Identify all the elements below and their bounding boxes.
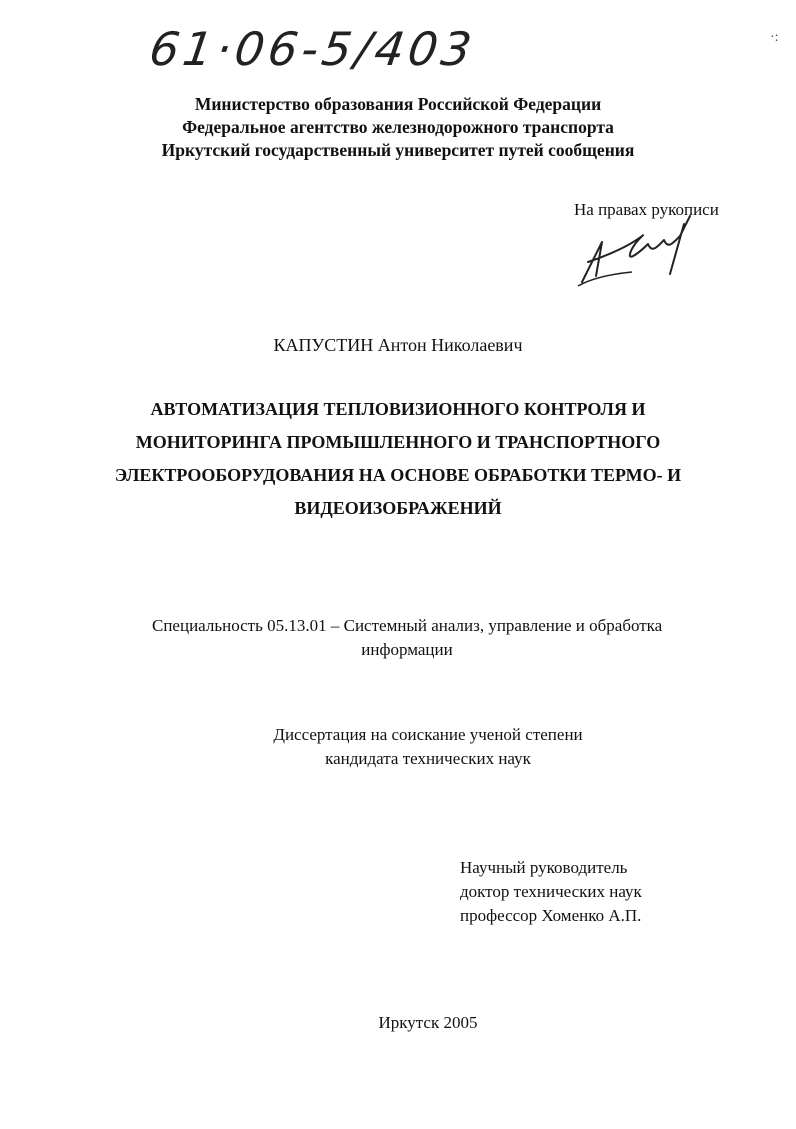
specialty-line: Специальность 05.13.01 – Системный анализ, управление и обработка xyxy=(152,616,663,635)
signature-stroke xyxy=(582,216,690,282)
signature-icon xyxy=(572,214,702,289)
degree-line: Диссертация на соискание ученой степени xyxy=(273,725,583,744)
ministry-line: Министерство образования Российской Федерации xyxy=(194,94,602,114)
rights-note: На правах рукописи xyxy=(574,200,719,219)
institutions-block xyxy=(0,93,796,162)
degree-line: кандидата технических наук xyxy=(325,749,531,768)
advisor-block xyxy=(460,856,642,928)
corner-mark: ·: xyxy=(770,30,779,45)
university-line: Иркутский государственный университет путей сообщения xyxy=(161,140,635,160)
place-year: Иркутск 2005 xyxy=(378,1013,478,1032)
title-line: АВТОМАТИЗАЦИЯ ТЕПЛОВИЗИОННОГО КОНТРОЛЯ И xyxy=(150,399,646,419)
advisor-role: Научный руководитель xyxy=(460,858,628,877)
agency-line: Федеральное агентство железнодорожного транспорта xyxy=(182,117,614,137)
advisor-name: профессор Хоменко А.П. xyxy=(460,906,642,925)
author-name: КАПУСТИН Антон Николаевич xyxy=(273,335,523,355)
handwritten-archive-number: 61·06-5/403 xyxy=(146,22,479,76)
degree-block xyxy=(30,723,796,771)
title-line: МОНИТОРИНГА ПРОМЫШЛЕННОГО И ТРАНСПОРТНОГО xyxy=(135,432,661,452)
title-line: ВИДЕОИЗОБРАЖЕНИЙ xyxy=(294,498,502,518)
advisor-degree: доктор технических наук xyxy=(460,882,642,901)
title-line: ЭЛЕКТРООБОРУДОВАНИЯ НА ОСНОВЕ ОБРАБОТКИ ТЕРМО- И xyxy=(114,465,682,485)
thesis-title xyxy=(90,393,706,525)
specialty-block xyxy=(152,614,752,662)
specialty-line-continued: информации xyxy=(361,640,453,659)
